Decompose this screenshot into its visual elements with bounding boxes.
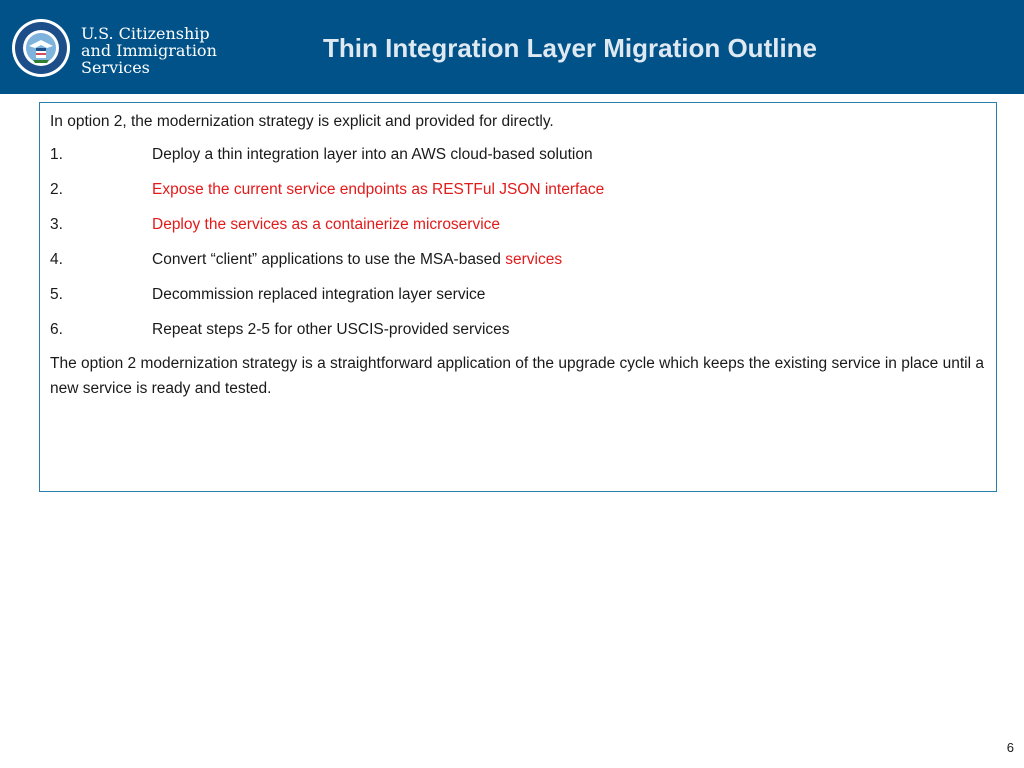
list-number: 4. xyxy=(50,251,63,268)
list-item xyxy=(50,143,980,167)
intro-text: In option 2, the modernization strategy is explicit and provided for directly. xyxy=(50,113,554,130)
list-text: Expose the current service endpoints as RESTFul JSON interface xyxy=(152,181,605,198)
list-number: 6. xyxy=(50,321,63,338)
page-number: 6 xyxy=(1006,740,1014,755)
agency-line-3: Services xyxy=(81,58,150,77)
list-item xyxy=(50,283,980,307)
content-box xyxy=(39,102,997,492)
slide-title: Thin Integration Layer Migration Outline xyxy=(323,33,818,63)
outro-text: The option 2 modernization strategy is a straightforward application of the upgrade cycle which keeps the existing service in place until a new service is ready and tested. xyxy=(50,355,984,397)
header-bar xyxy=(0,0,1024,94)
list-number: 5. xyxy=(50,286,63,303)
agency-line-2: and Immigration xyxy=(81,41,217,60)
list-text: Deploy a thin integration layer into an AWS cloud-based solution xyxy=(152,146,593,163)
list-item xyxy=(50,318,980,342)
list-text: Deploy the services as a containerize microservice xyxy=(152,216,501,233)
list-text-highlight: services xyxy=(505,251,563,268)
list-item xyxy=(50,213,980,237)
list-number: 1. xyxy=(50,146,63,163)
agency-line-1: U.S. Citizenship xyxy=(81,24,210,43)
dhs-seal-icon xyxy=(11,18,71,78)
list-text xyxy=(152,248,562,272)
list-text: Repeat steps 2-5 for other USCIS-provided services xyxy=(152,321,510,338)
list-text: Decommission replaced integration layer service xyxy=(152,286,486,303)
list-text-main: Convert “client” applications to use the MSA-based xyxy=(152,251,506,268)
list-item xyxy=(50,248,980,272)
list-number: 3. xyxy=(50,216,63,233)
agency-name xyxy=(81,25,217,76)
list-number: 2. xyxy=(50,181,63,198)
list-item xyxy=(50,178,980,202)
